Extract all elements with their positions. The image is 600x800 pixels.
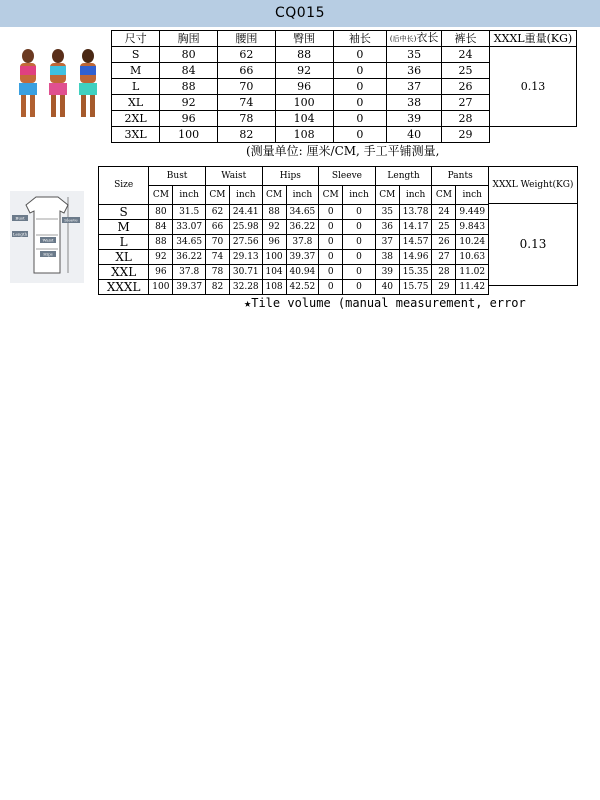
cell: 27	[432, 250, 456, 265]
cell: 26	[432, 235, 456, 250]
product-photo	[8, 44, 108, 120]
cell: 0	[343, 220, 376, 235]
cell: 108	[275, 127, 333, 143]
weight-value: 0.13	[490, 47, 577, 127]
diagram-label-bust: Bust	[15, 215, 25, 221]
cell: 84	[149, 220, 173, 235]
cell: 24.41	[230, 205, 263, 220]
cell: 10.63	[456, 250, 489, 265]
unit-inch: inch	[286, 186, 319, 205]
cell: 29.13	[230, 250, 263, 265]
cell: 104	[262, 265, 286, 280]
unit-cm: CM	[262, 186, 286, 205]
cell: 11.42	[456, 280, 489, 295]
cell: 92	[149, 250, 173, 265]
header-pants: 裤长	[441, 31, 489, 47]
title-bar	[0, 0, 600, 27]
cell: 39.37	[173, 280, 206, 295]
cell: 96	[160, 111, 218, 127]
cell: 32.28	[230, 280, 263, 295]
header-length: Length	[375, 167, 432, 186]
cell: 40.94	[286, 265, 319, 280]
cell: L	[112, 79, 160, 95]
unit-cm: CM	[375, 186, 399, 205]
cell: 28	[432, 265, 456, 280]
cell: 26	[441, 79, 489, 95]
header-hips: Hips	[262, 167, 319, 186]
cell: 24	[432, 205, 456, 220]
header-sleeve: 袖长	[333, 31, 387, 47]
header-bust: 胸围	[160, 31, 218, 47]
diagram-label-length: Length	[12, 231, 28, 237]
size-table-cn	[111, 30, 490, 143]
product-code: CQ015	[274, 5, 326, 21]
table-row	[99, 280, 489, 295]
cell: 62	[205, 205, 229, 220]
cell: 100	[160, 127, 218, 143]
cell: 88	[160, 79, 218, 95]
cell: 92	[262, 220, 286, 235]
header-sleeve: Sleeve	[319, 167, 376, 186]
cell: 96	[262, 235, 286, 250]
weight-header: XXXL Weight(KG)	[489, 166, 578, 204]
cell: 96	[275, 79, 333, 95]
cell: 9.843	[456, 220, 489, 235]
cell: 66	[205, 220, 229, 235]
cell: 0	[319, 280, 343, 295]
unit-row	[99, 186, 489, 205]
cell: XL	[112, 95, 160, 111]
header-waist: 腰围	[218, 31, 276, 47]
cell: 70	[218, 79, 276, 95]
cell: 104	[275, 111, 333, 127]
cell: 27	[441, 95, 489, 111]
cell: 37	[387, 79, 442, 95]
header-length	[387, 31, 442, 47]
cell: XXL	[99, 265, 149, 280]
cell: 37	[375, 235, 399, 250]
unit-inch: inch	[456, 186, 489, 205]
cell: 39	[387, 111, 442, 127]
cell: 25	[432, 220, 456, 235]
cell: S	[99, 205, 149, 220]
cell: 92	[275, 63, 333, 79]
cell: M	[112, 63, 160, 79]
cell: 100	[275, 95, 333, 111]
cell: 13.78	[399, 205, 432, 220]
cell: 0	[333, 79, 387, 95]
header-hips: 臀围	[275, 31, 333, 47]
unit-cm: CM	[319, 186, 343, 205]
cell: 40	[387, 127, 442, 143]
cell: 100	[262, 250, 286, 265]
size-table-en	[98, 166, 489, 295]
cell: S	[112, 47, 160, 63]
cell: 0	[319, 235, 343, 250]
table-row	[112, 127, 490, 143]
cell: 0	[319, 205, 343, 220]
measurement-diagram	[10, 191, 84, 283]
cell: 74	[218, 95, 276, 111]
table-row	[99, 220, 489, 235]
cell: 29	[441, 127, 489, 143]
table-row	[99, 235, 489, 250]
header-length-note: (后中长)	[389, 35, 417, 43]
cell: XXXL	[99, 280, 149, 295]
unit-cm: CM	[432, 186, 456, 205]
cell: 9.449	[456, 205, 489, 220]
cell: 34.65	[286, 205, 319, 220]
cell: 30.71	[230, 265, 263, 280]
cell: 62	[218, 47, 276, 63]
unit-inch: inch	[173, 186, 206, 205]
cell: 29	[432, 280, 456, 295]
cell: 0	[333, 111, 387, 127]
header-size: 尺寸	[112, 31, 160, 47]
unit-inch: inch	[343, 186, 376, 205]
cell: 33.07	[173, 220, 206, 235]
cell: 10.24	[456, 235, 489, 250]
table-header-row	[112, 31, 490, 47]
table-row	[112, 63, 490, 79]
table-row	[112, 95, 490, 111]
header-size: Size	[99, 167, 149, 205]
cell: 66	[218, 63, 276, 79]
weight-box-en	[489, 166, 578, 286]
cell: 70	[205, 235, 229, 250]
cell: 88	[149, 235, 173, 250]
unit-inch: inch	[230, 186, 263, 205]
cell: 0	[343, 265, 376, 280]
cell: 92	[160, 95, 218, 111]
cell: 11.02	[456, 265, 489, 280]
cell: 0	[333, 127, 387, 143]
cell: 14.96	[399, 250, 432, 265]
cell: 74	[205, 250, 229, 265]
cell: 37.8	[286, 235, 319, 250]
cell: XL	[99, 250, 149, 265]
cell: 3XL	[112, 127, 160, 143]
cell: 35	[387, 47, 442, 63]
unit-cm: CM	[205, 186, 229, 205]
diagram-label-sleeve: Sleeve	[64, 217, 78, 223]
unit-inch: inch	[399, 186, 432, 205]
cell: 96	[149, 265, 173, 280]
cell: 31.5	[173, 205, 206, 220]
table-row	[112, 47, 490, 63]
cell: 36	[375, 220, 399, 235]
cell: 108	[262, 280, 286, 295]
cell: 0	[333, 63, 387, 79]
cell: 82	[218, 127, 276, 143]
table-row	[99, 205, 489, 220]
cell: 24	[441, 47, 489, 63]
cell: 15.75	[399, 280, 432, 295]
measurement-note-cn: (测量单位: 厘米/CM, 手工平铺测量,	[246, 144, 440, 158]
header-pants: Pants	[432, 167, 489, 186]
cell: 14.57	[399, 235, 432, 250]
cell: 88	[262, 205, 286, 220]
cell: 36.22	[173, 250, 206, 265]
header-bust: Bust	[149, 167, 206, 186]
cell: 2XL	[112, 111, 160, 127]
cell: 0	[343, 280, 376, 295]
measurement-note-en: ★Tile volume (manual measurement, error	[244, 296, 526, 310]
cell: 0	[343, 235, 376, 250]
cell: 0	[343, 250, 376, 265]
diagram-label-waist: Waist	[42, 237, 54, 243]
table-row	[99, 250, 489, 265]
table-row	[99, 265, 489, 280]
cell: 25.98	[230, 220, 263, 235]
weight-value: 0.13	[489, 204, 578, 286]
cell: 28	[441, 111, 489, 127]
cell: L	[99, 235, 149, 250]
cell: 39	[375, 265, 399, 280]
cell: 0	[319, 220, 343, 235]
header-waist: Waist	[205, 167, 262, 186]
weight-box-cn	[490, 30, 577, 127]
table-row	[112, 79, 490, 95]
cell: 0	[333, 47, 387, 63]
cell: 42.52	[286, 280, 319, 295]
cell: 37.8	[173, 265, 206, 280]
cell: 35	[375, 205, 399, 220]
cell: 0	[333, 95, 387, 111]
cell: 40	[375, 280, 399, 295]
cell: 80	[149, 205, 173, 220]
cell: 36	[387, 63, 442, 79]
cell: 88	[275, 47, 333, 63]
cell: 0	[319, 250, 343, 265]
cell: 84	[160, 63, 218, 79]
cell: 36.22	[286, 220, 319, 235]
cell: 34.65	[173, 235, 206, 250]
cell: 82	[205, 280, 229, 295]
cell: 100	[149, 280, 173, 295]
cell: 80	[160, 47, 218, 63]
table-row	[112, 111, 490, 127]
cell: 38	[387, 95, 442, 111]
cell: 25	[441, 63, 489, 79]
cell: 38	[375, 250, 399, 265]
cell: M	[99, 220, 149, 235]
cell: 14.17	[399, 220, 432, 235]
weight-header: XXXL重量(KG)	[490, 30, 577, 47]
cell: 78	[205, 265, 229, 280]
diagram-label-hips: Hips	[43, 251, 53, 257]
cell: 78	[218, 111, 276, 127]
cell: 15.35	[399, 265, 432, 280]
cell: 0	[319, 265, 343, 280]
cell: 0	[343, 205, 376, 220]
cell: 39.37	[286, 250, 319, 265]
unit-cm: CM	[149, 186, 173, 205]
cell: 27.56	[230, 235, 263, 250]
header-length-label: 衣长	[416, 31, 439, 44]
table-header-row	[99, 167, 489, 186]
